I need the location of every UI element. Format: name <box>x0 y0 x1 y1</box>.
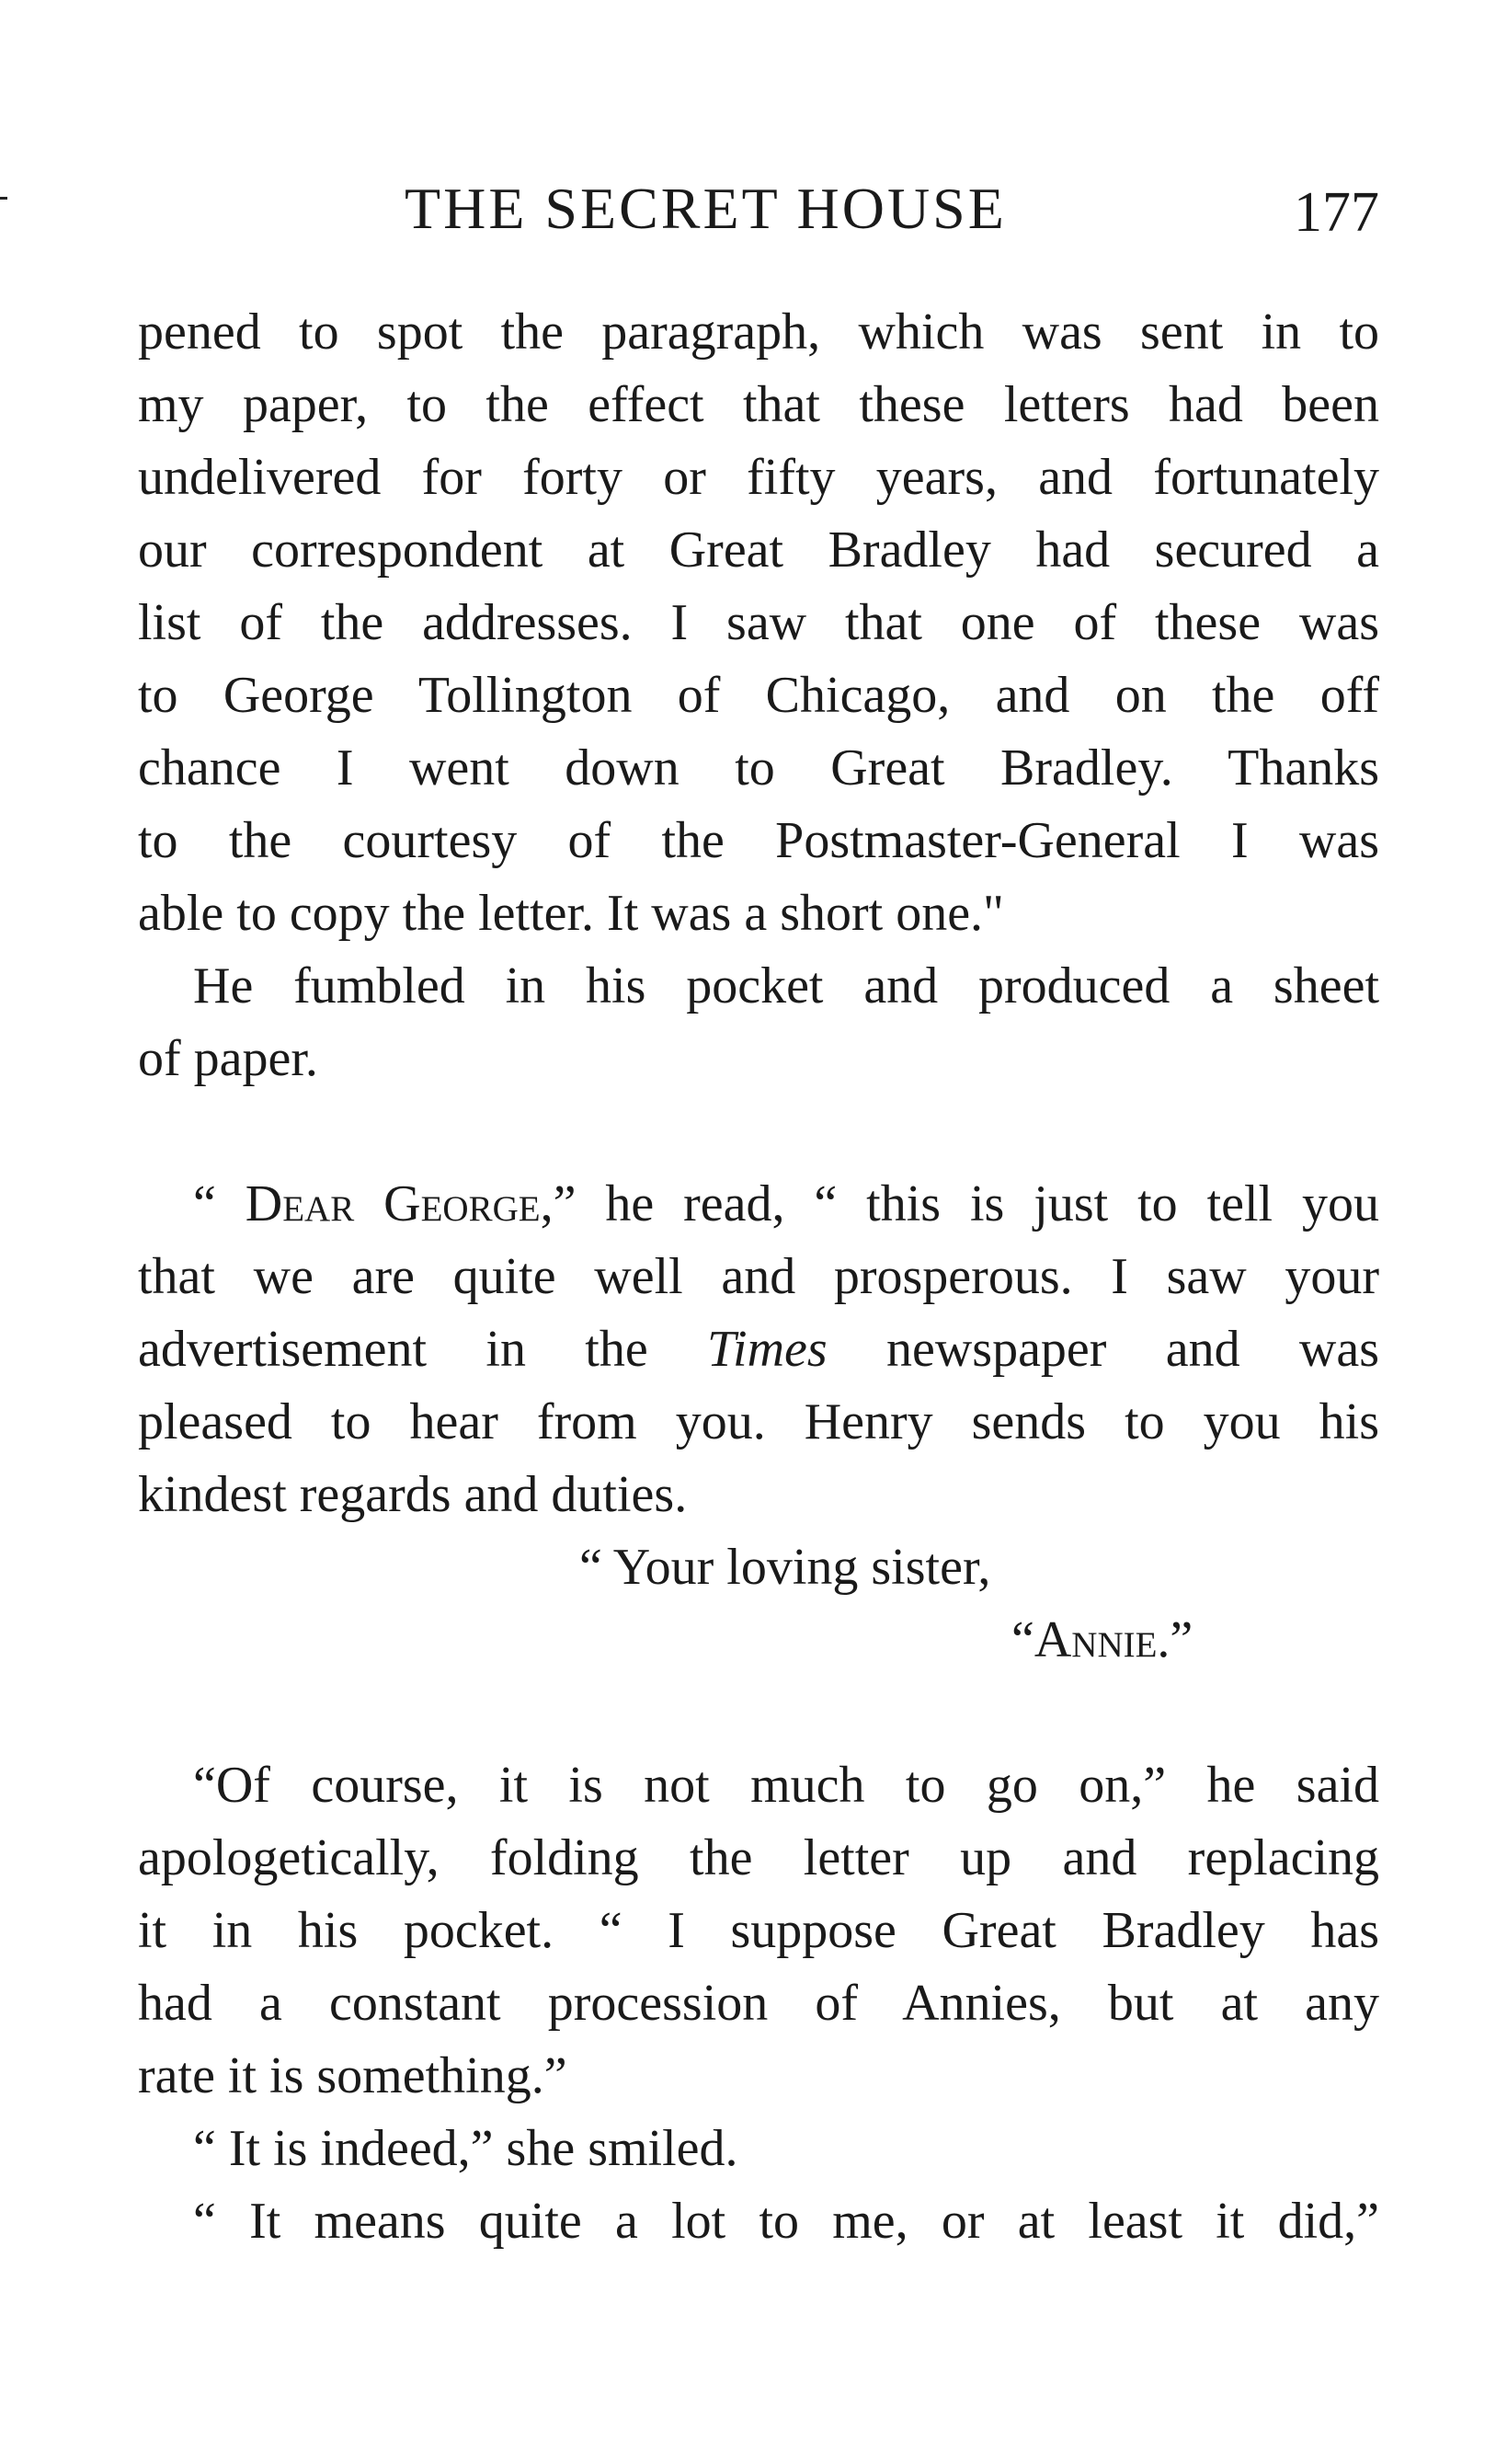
letter-line: that we are quite well and prosperous. I saw your <box>138 1248 1379 1305</box>
page-number: 177 <box>1294 181 1379 244</box>
text-line: it in his pocket. “ I suppose Great Bradley has <box>138 1902 1379 1959</box>
letter-signature: “Annie.” <box>1011 1611 1193 1668</box>
body-text <box>138 296 1379 2258</box>
text-line: our correspondent at Great Bradley had secured a <box>138 521 1379 579</box>
letter-line: pleased to hear from you. Henry sends to you his <box>138 1393 1379 1450</box>
open-quote: “ <box>193 1175 246 1232</box>
text-line: undelivered for forty or fifty years, and fortunately <box>138 449 1379 506</box>
letter-line <box>138 1168 1379 1241</box>
text-line: He fumbled in his pocket and produced a sheet <box>193 957 1379 1014</box>
text-line: to the courtesy of the Postmaster-General I was <box>138 812 1379 869</box>
section-gap <box>138 1677 1379 1749</box>
text-line: able to copy the letter. It was a short one." <box>138 885 1004 942</box>
text-line: to George Tollington of Chicago, and on the off <box>138 667 1379 724</box>
letter-text: advertisement in the <box>138 1321 707 1378</box>
text-line: “ It means quite a lot to me, or at least it did,” <box>193 2193 1379 2250</box>
letter-closing: “ Your loving sister, <box>579 1539 991 1596</box>
page-header <box>138 167 1379 250</box>
text-line: list of the addresses. I saw that one of these was <box>138 594 1379 651</box>
letter-salutation: Dear George, <box>245 1175 554 1232</box>
margin-mark <box>0 197 7 200</box>
letter-line-rest: ” he read, “ this is just to tell you <box>553 1175 1380 1232</box>
text-line: of paper. <box>138 1030 318 1087</box>
text-line: “ It is indeed,” she smiled. <box>193 2120 738 2177</box>
text-line: rate it is something.” <box>138 2047 567 2104</box>
text-line: “Of course, it is not much to go on,” he said <box>193 1757 1379 1814</box>
letter-text: newspaper and was <box>827 1321 1379 1378</box>
text-line: had a constant procession of Annies, but at any <box>138 1975 1379 2032</box>
section-gap <box>138 1095 1379 1168</box>
running-title: THE SECRET HOUSE <box>405 176 1007 241</box>
letter-line: kindest regards and duties. <box>138 1466 688 1523</box>
text-line: apologetically, folding the letter up and replacing <box>138 1829 1379 1886</box>
letter-line <box>138 1313 1379 1386</box>
text-line: chance I went down to Great Bradley. Thanks <box>138 739 1379 797</box>
text-line: my paper, to the effect that these letters had been <box>138 376 1379 433</box>
text-line: pened to spot the paragraph, which was sent in to <box>138 304 1379 361</box>
newspaper-title: Times <box>706 1321 828 1378</box>
